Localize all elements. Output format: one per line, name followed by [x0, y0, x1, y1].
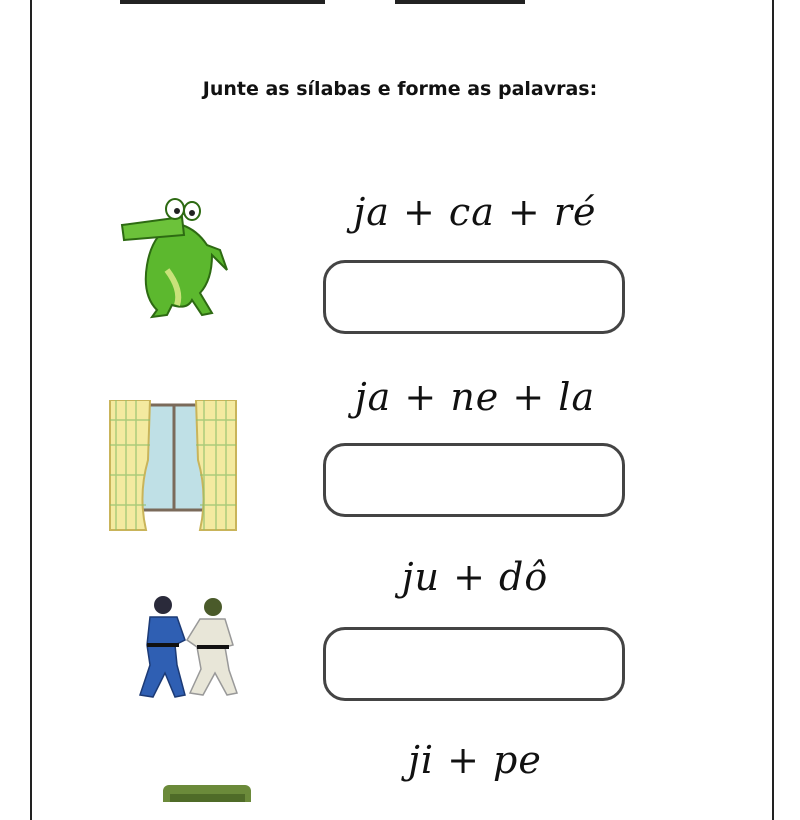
judo-icon [125, 595, 250, 705]
window-icon [108, 400, 238, 532]
answer-box-2[interactable] [323, 443, 625, 517]
instruction-title: Junte as sílabas e forme as palavras: [202, 78, 598, 100]
crocodile-icon [112, 195, 232, 325]
answer-box-1[interactable] [323, 260, 625, 334]
syllables-1: ja + ca + ré [353, 190, 597, 234]
syllables-3: ju + dô [401, 555, 549, 599]
syllables-2: ja + ne + la [354, 375, 596, 419]
answer-box-3[interactable] [323, 627, 625, 701]
syllables-4: ji + pe [408, 738, 542, 782]
date-line [395, 0, 525, 4]
jeep-icon [160, 782, 270, 802]
name-line [120, 0, 325, 4]
